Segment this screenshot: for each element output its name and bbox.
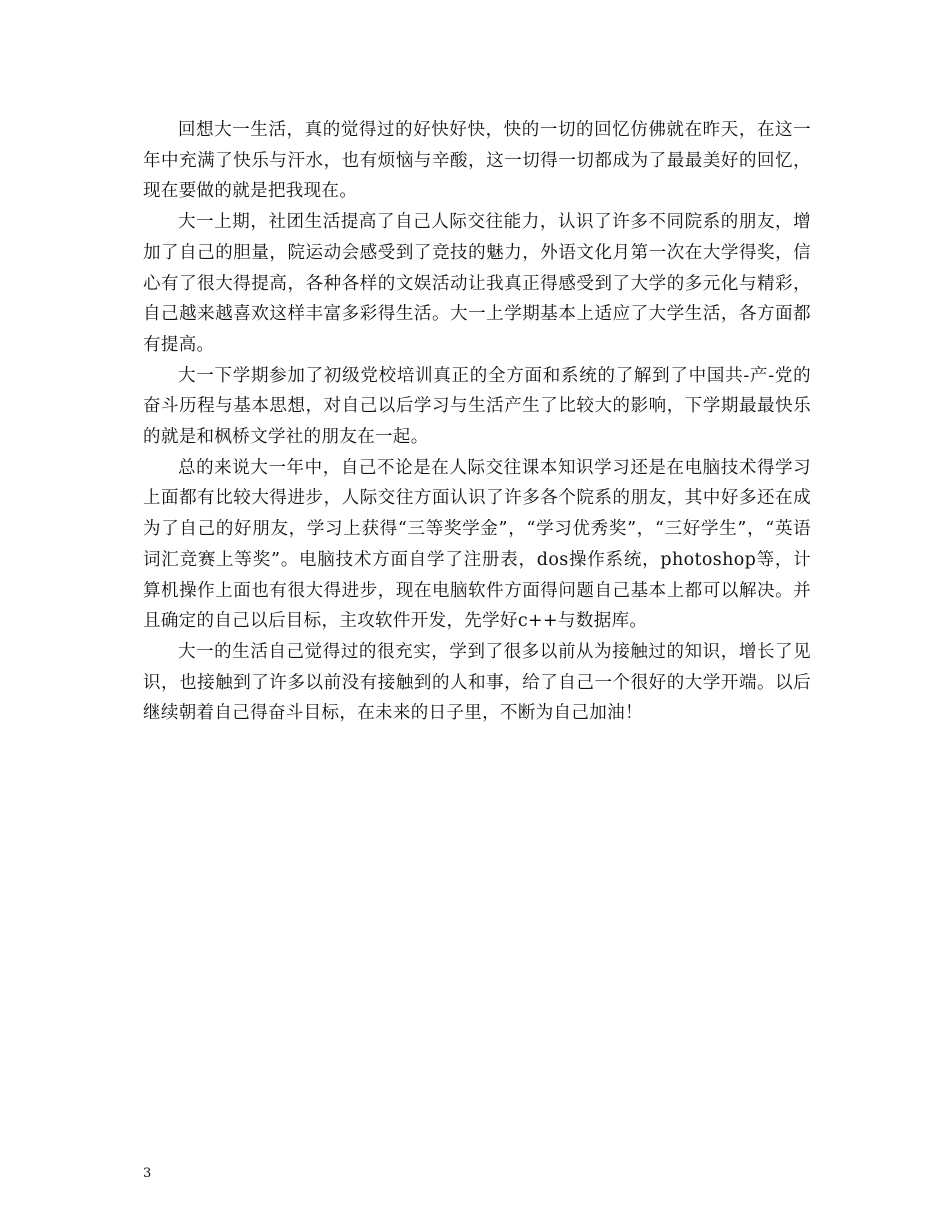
page-number: 3 [143,1166,152,1181]
paragraph-5: 大一的生活自己觉得过的很充实，学到了很多以前从为接触过的知识，增长了见识，也接触到了许多以前没有接触到的人和事，给了自己一个很好的大学开端。以后继续朝着自己得奋斗目标，在未来的日子里，不断为自己加油！ [143,641,811,724]
paragraph-4: 总的来说大一年中，自己不论是在人际交往课本知识学习还是在电脑技术得学习上面都有比较大得进步，人际交往方面认识了许多各个院系的朋友，其中好多还在成为了自己的好朋友，学习上获得“三等奖学金”，“学习优秀奖”，“三好学生”，“英语词汇竞赛上等奖”。电脑技术方面自学了注册表，dos操作系统，photoshop等，计算机操作上面也有很大得进步，现在电脑软件方面得问题自己基本上都可以解决。并且确定的自己以后目标，主攻软件开发，先学好c++与数据库。 [143,457,811,632]
document-body [143,115,811,729]
paragraph-2: 大一上期，社团生活提高了自己人际交往能力，认识了许多不同院系的朋友，增加了自己的胆量，院运动会感受到了竞技的魅力，外语文化月第一次在大学得奖，信心有了很大得提高，各种各样的文娱活动让我真正得感受到了大学的多元化与精彩，自己越来越喜欢这样丰富多彩得生活。大一上学期基本上适应了大学生活，各方面都有提高。 [143,212,811,355]
paragraph-3: 大一下学期参加了初级党校培训真正的全方面和系统的了解到了中国共-产-党的奋斗历程与基本思想，对自己以后学习与生活产生了比较大的影响，下学期最最快乐的就是和枫桥文学社的朋友在一起。 [143,365,811,448]
paragraph-1: 回想大一生活，真的觉得过的好快好快，快的一切的回忆仿佛就在昨天，在这一年中充满了快乐与汗水，也有烦恼与辛酸，这一切得一切都成为了最最美好的回忆，现在要做的就是把我现在。 [143,120,811,202]
